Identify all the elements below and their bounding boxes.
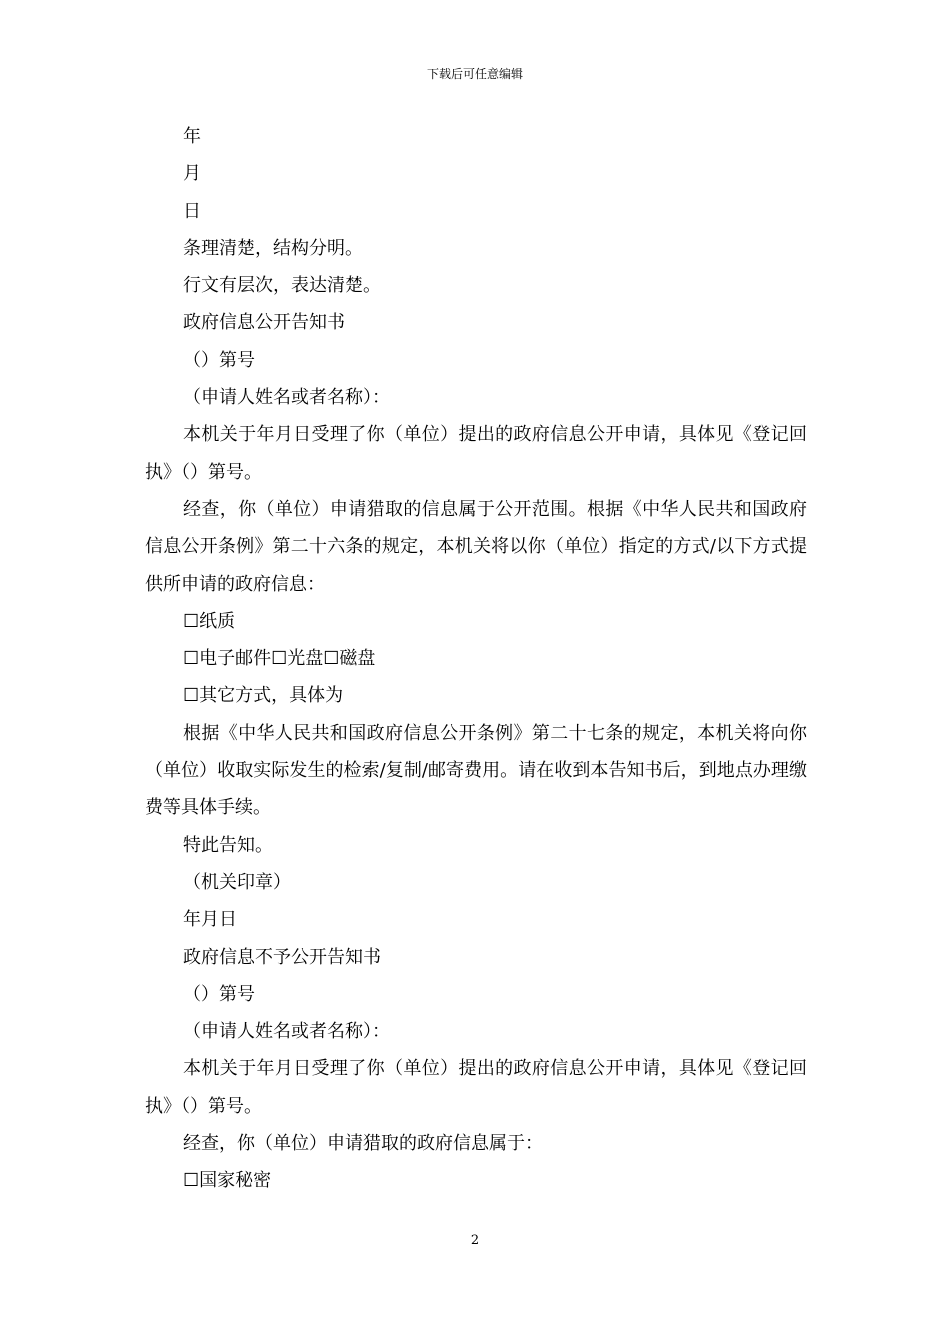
recipient-line: （申请人姓名或者名称）： [183,1021,390,1043]
paragraph: 行文有层次，表达清楚。 [183,275,381,297]
document-body [145,118,807,1200]
checkbox-option: ☐电子邮件☐光盘☐磁盘 [183,648,376,670]
page-header: 下载后可任意编辑 [426,67,523,81]
paragraph: 经查，你（单位）申请猎取的政府信息属于： [183,1133,543,1155]
paragraph: 根据《中华人民共和国政府信息公开条例》第二十七条的规定，本机关将向你（单位）收取实际发生的检索/复制/邮寄费用。请在收到本告知书后，到地点办理缴费等具体手续。 [145,722,807,819]
seal-line: （机关印章） [183,871,291,893]
page-number: 2 [470,1233,480,1248]
paragraph: 条理清楚，结构分明。 [183,237,363,259]
checkbox-option: ☐纸质 [183,610,236,632]
paragraph: 经查，你（单位）申请猎取的信息属于公开范围。根据《中华人民共和国政府信息公开条例》第二十六条的规定，本机关将以你（单位）指定的方式/以下方式提供所申请的政府信息： [145,498,807,595]
paragraph: 本机关于年月日受理了你（单位）提出的政府信息公开申请，具体见《登记回执》（）第号。 [145,424,807,483]
section-title: 政府信息公开告知书 [183,312,345,334]
paragraph-month: 月 [183,163,201,185]
paragraph: 特此告知。 [183,834,273,856]
section-title: 政府信息不予公开告知书 [183,946,381,968]
document-number: （）第号 [183,349,255,371]
checkbox-option: ☐其它方式，具体为 [183,685,344,707]
recipient-line: （申请人姓名或者名称）： [183,387,390,409]
date-line: 年月日 [183,909,237,931]
paragraph-day: 日 [183,200,201,222]
document-number: （）第号 [183,983,255,1005]
checkbox-option: ☐国家秘密 [183,1170,272,1192]
paragraph-year: 年 [183,126,201,147]
paragraph: 本机关于年月日受理了你（单位）提出的政府信息公开申请，具体见《登记回执》（）第号。 [145,1058,807,1117]
